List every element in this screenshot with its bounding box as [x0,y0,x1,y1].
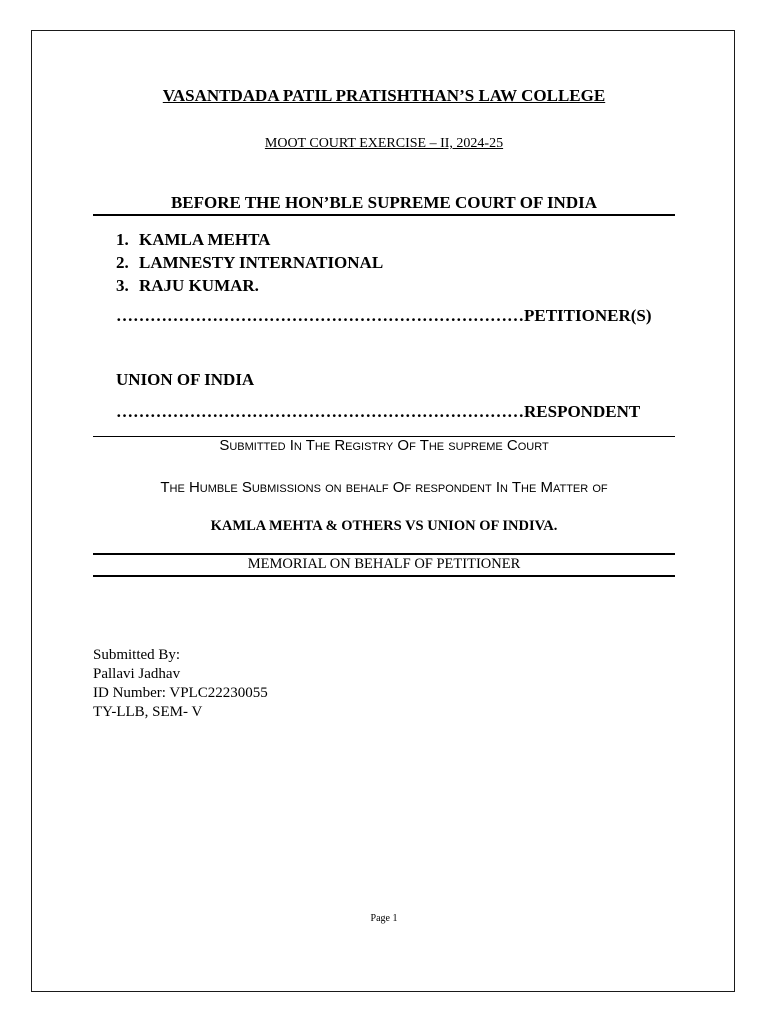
humble-submission-text: The Humble Submissions on behalf Of respondent In The Matter of [160,479,608,496]
respondent-party: UNION OF INDIA [116,370,255,389]
page-number: Page 1 [370,913,398,924]
list-number: 1. [116,230,129,249]
list-number: 3. [116,276,129,295]
page-border [31,30,735,992]
divider-top [93,214,675,216]
list-item [116,228,383,251]
petitioner-list [116,228,383,297]
divider-memorial-bottom [93,575,675,577]
submitter-class: TY-LLB, SEM- V [93,704,203,720]
submitter-name: Pallavi Jadhav [93,666,181,682]
respondent-line: ………………………………………………………………RESPONDENT [116,402,641,421]
court-heading: BEFORE THE HON’BLE SUPREME COURT OF INDIA [170,193,598,212]
petitioner-name: RAJU KUMAR. [139,276,259,295]
list-number: 2. [116,253,129,272]
submitter-id: ID Number: VPLC22230055 [93,685,268,701]
exercise-title: MOOT COURT EXERCISE – II, 2024-25 [264,136,504,151]
list-item [116,251,383,274]
case-title: KAMLA MEHTA & OTHERS VS UNION OF INDIVA. [210,518,558,534]
divider-memorial-top [93,553,675,555]
petitioner-name: KAMLA MEHTA [139,230,271,249]
petitioner-line: ………………………………………………………………PETITIONER(S) [116,306,652,325]
registry-text: Submitted In The Registry Of The supreme Court [219,437,549,454]
list-item [116,274,383,297]
college-title: VASANTDADA PATIL PRATISHTHAN’S LAW COLLEGE [162,86,606,105]
submitted-by-label: Submitted By: [93,647,181,663]
memorial-title: MEMORIAL ON BEHALF OF PETITIONER [247,556,521,572]
petitioner-name: LAMNESTY INTERNATIONAL [139,253,384,272]
submitter-block [93,646,268,722]
